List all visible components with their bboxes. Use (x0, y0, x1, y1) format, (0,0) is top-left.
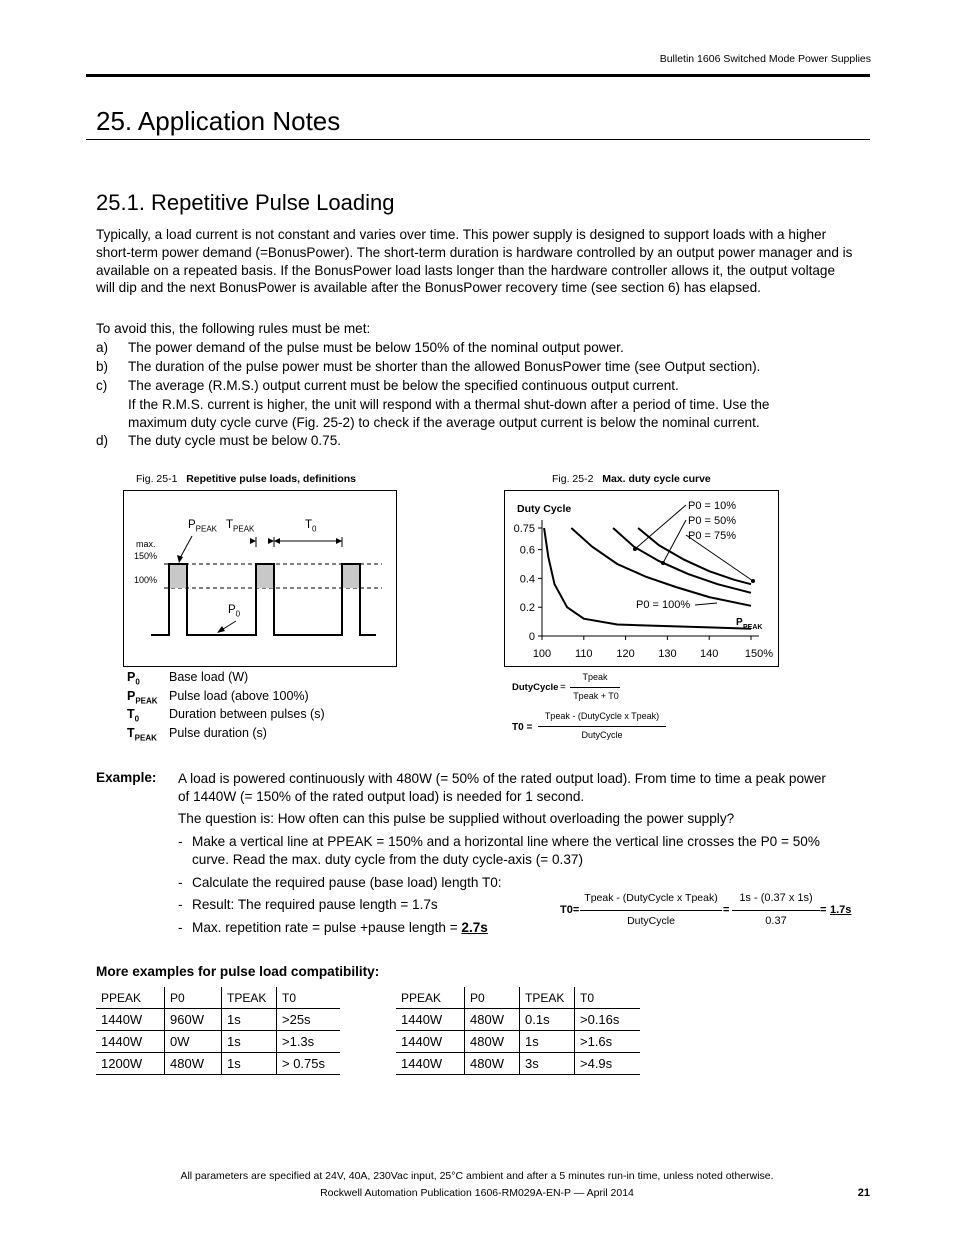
chart-title: Duty Cycle (517, 503, 572, 515)
series-annotation: P0 = 100% (636, 599, 691, 611)
fig1-number: Fig. 25-1 (136, 473, 178, 485)
fig2-title: Max. duty cycle curve (602, 473, 711, 485)
table-cell: 3s (520, 1053, 575, 1075)
table-cell: >4.9s (575, 1053, 641, 1075)
table-cell: 480W (465, 1009, 520, 1031)
table-cell: 960W (165, 1009, 222, 1031)
x-tick-label: 130 (658, 648, 677, 660)
table-cell: 1440W (396, 1009, 465, 1031)
legend-symbol (127, 689, 169, 708)
annotation-leader (663, 520, 686, 563)
bullet-dash: - (178, 834, 183, 849)
bullet-dash: - (178, 897, 183, 912)
legend-sub: PEAK (135, 696, 158, 705)
formula1-eq: = (560, 682, 566, 693)
header-tpeak: TPEAK (520, 987, 575, 1009)
rule-letter: a) (96, 340, 109, 355)
formula-t0 (512, 711, 672, 745)
calc-result: 1.7s (830, 904, 852, 916)
bullet-text: Calculate the required pause (base load) length T0: (192, 875, 502, 890)
tpeak-sub: PEAK (233, 524, 255, 534)
y-tick-label: 0.6 (519, 544, 535, 557)
calc-den2: 0.37 (765, 915, 787, 927)
table-cell: 1200W (96, 1053, 165, 1075)
bulletin-header: Bulletin 1606 Switched Mode Power Supplies (659, 53, 871, 65)
label-100: 100% (134, 575, 158, 585)
fig2-caption (552, 473, 711, 485)
rule-text: The average (R.M.S.) output current must be below the specified continuous output current. (128, 378, 679, 393)
table-cell: 1s (222, 1053, 277, 1075)
rule-letter: b) (96, 359, 109, 374)
bullet-row (178, 833, 838, 869)
page-number: 21 (857, 1187, 870, 1199)
x-axis-label-sub: PEAK (743, 624, 763, 631)
label-tpeak (226, 519, 254, 533)
table-cell: 1s (222, 1009, 277, 1031)
example-p2: The question is: How often can this pulse be supplied without overloading the power supply? (178, 811, 735, 826)
series-annotation: P0 = 10% (688, 500, 737, 512)
label-ppeak (188, 519, 217, 533)
annotation-arrowhead (633, 547, 637, 551)
rule-d (96, 432, 828, 451)
table-row (396, 1009, 640, 1031)
annotation-leader (635, 505, 686, 549)
annotation-arrowhead (751, 579, 755, 583)
example-bullet-4 (178, 919, 548, 937)
example-p1: A load is powered continuously with 480W (= 50% of the rated output load). From time to time a peak power of 1440W (= 150% of the rated output load) is needed for 1 second. (178, 771, 826, 804)
subsection-title: 25.1. Repetitive Pulse Loading (96, 190, 395, 215)
table-cell: 0W (165, 1031, 222, 1053)
table-row (96, 1053, 340, 1075)
legend-row (127, 707, 325, 726)
formula1-num: Tpeak (582, 672, 608, 682)
example-label: Example: (96, 770, 157, 785)
t0-arrowhead-left (274, 538, 280, 544)
header-rule (86, 74, 870, 77)
example-bullet-3 (178, 896, 548, 914)
calc-num1: Tpeak - (DutyCycle x Tpeak) (584, 892, 718, 904)
table-cell: >25s (277, 1009, 341, 1031)
t0-sym: T (305, 519, 313, 531)
legend-sub: PEAK (134, 733, 157, 742)
fig1-title: Repetitive pulse loads, definitions (186, 473, 356, 485)
table-cell: >0.16s (575, 1009, 641, 1031)
fig1-frame (123, 490, 397, 667)
legend-sym: T (127, 707, 135, 721)
fig2-number: Fig. 25-2 (552, 473, 594, 485)
bullet-text: Max. repetition rate = pulse +pause length = (192, 920, 462, 935)
section-title: 25. Application Notes (96, 106, 341, 136)
table-cell: 1440W (396, 1053, 465, 1075)
p0-arrowhead (217, 626, 225, 633)
x-tick-label: 150% (744, 648, 774, 660)
legend-row (127, 726, 325, 745)
pulse-fill-3 (342, 564, 360, 588)
formula1-bar (570, 687, 620, 688)
tpeak-arrowhead-left (250, 538, 256, 544)
formula2-num: Tpeak - (DutyCycle x Tpeak) (544, 711, 660, 721)
rules-intro: To avoid this, the following rules must be met: (96, 321, 371, 336)
table-header-row (96, 987, 340, 1009)
bullet-text: Make a vertical line at PPEAK = 150% and a horizontal line where the vertical line crosses the P0 = 50% curve. Read the max. duty cycle from the duty cycle-axis (= 0.37) (192, 834, 820, 867)
rule-text-2: If the R.M.S. current is higher, the unit will respond with a thermal shut-down after a period of time. Use the maximum duty cycle curve (Fig. 25-2) to check if the average output current is below the nominal current. (128, 396, 770, 430)
formula-dutycycle (512, 672, 632, 706)
formula2-bar (538, 726, 666, 727)
x-tick-label: 100 (532, 648, 552, 660)
legend-row (127, 689, 325, 708)
pulse-fill-1 (169, 564, 187, 588)
example-calculation (560, 890, 860, 934)
header-p0: P0 (165, 987, 222, 1009)
legend-sym: P (127, 688, 136, 703)
rule-text: The duration of the pulse power must be shorter than the allowed BonusPower time (see Output section). (128, 359, 761, 374)
table-cell: 480W (165, 1053, 222, 1075)
rule-letter: c) (96, 378, 108, 393)
y-tick-label: 0 (528, 631, 535, 643)
footer-publication: Rockwell Automation Publication 1606-RM029A-EN-P — April 2014 (320, 1187, 634, 1199)
tpeak-sym: T (226, 519, 234, 531)
annotation-arrowhead (661, 561, 665, 565)
legend-symbol (127, 707, 169, 726)
header-tpeak: TPEAK (222, 987, 277, 1009)
example-bullet-2 (178, 874, 548, 892)
table-cell: 1440W (396, 1031, 465, 1053)
calc-den1: DutyCycle (627, 915, 675, 927)
bullet-dash: - (178, 920, 183, 935)
t0-sub: 0 (312, 524, 317, 534)
x-tick-label: 140 (700, 648, 719, 660)
legend-symbol (127, 726, 169, 745)
ppeak-sub: PEAK (195, 524, 218, 534)
y-tick-label: 0.75 (513, 523, 535, 535)
rule-text: The power demand of the pulse must be below 150% of the nominal output power. (128, 340, 624, 355)
header-t0: T0 (277, 987, 341, 1009)
table-row (396, 1053, 640, 1075)
table-cell: 1s (222, 1031, 277, 1053)
table-header-row (396, 987, 640, 1009)
calc-bar1 (580, 910, 722, 911)
pulse-fill-2 (256, 564, 274, 588)
table-row (396, 1031, 640, 1053)
legend-sub: 0 (135, 677, 140, 687)
x-axis-label: P (736, 617, 743, 628)
intro-paragraph: Typically, a load current is not constant and varies over time. This power supply is designed to support loads with a higher short-term power demand (=BonusPower). The short-term duration is hardware controlled by an output power manager and is available on a repeated basis. If the BonusPower load lasts longer than the hardware controller allows it, the output voltage will dip and the next BonusPower is available after the BonusPower recovery time (see section 6) has elapsed. (96, 227, 853, 296)
header-ppeak: PPEAK (396, 987, 465, 1009)
table-cell: >1.6s (575, 1031, 641, 1053)
table-cell: >1.3s (277, 1031, 341, 1053)
examples-table-1 (96, 987, 340, 1075)
calc-eq1: = (723, 904, 730, 916)
table-row (96, 1031, 340, 1053)
legend-sub: 0 (134, 714, 140, 724)
rule-c (96, 377, 828, 433)
annotation-leader (695, 603, 717, 605)
legend-desc: Pulse duration (s) (169, 725, 267, 740)
y-tick-label: 0.2 (519, 602, 535, 615)
fig2-frame (504, 490, 779, 667)
label-max: max. (136, 539, 156, 549)
legend-row (127, 670, 325, 689)
ppeak-arrowhead (177, 555, 183, 563)
legend-desc: Base load (W) (169, 670, 249, 684)
table-cell: 1s (520, 1031, 575, 1053)
examples-table-2 (396, 987, 640, 1075)
table-row (96, 1009, 340, 1031)
footer-note: All parameters are specified at 24V, 40A, 230Vac input, 25°C ambient and after a 5 minutes run-in time, unless noted otherwise. (180, 1170, 774, 1182)
calc-lhs: T0= (560, 904, 580, 916)
calc-bar2 (732, 910, 820, 911)
table-cell: > 0.75s (277, 1053, 341, 1075)
legend-desc: Pulse load (above 100%) (169, 688, 309, 703)
x-tick-label: 110 (575, 648, 593, 660)
table-cell: 480W (465, 1053, 520, 1075)
series-annotation: P0 = 50% (688, 515, 737, 527)
header-t0: T0 (575, 987, 641, 1009)
p0-sub: 0 (235, 609, 241, 619)
rule-letter: d) (96, 433, 109, 448)
table-cell: 480W (465, 1031, 520, 1053)
header-ppeak: PPEAK (96, 987, 165, 1009)
example-bullet-1 (178, 833, 838, 869)
rule-c-body (128, 377, 828, 433)
rule-b (96, 358, 828, 377)
fig1-caption (136, 473, 356, 485)
calc-eq2: = (820, 904, 827, 916)
formula1-den: Tpeak + T0 (573, 691, 619, 701)
rule-text: The duty cycle must be below 0.75. (128, 433, 342, 448)
table-cell: 0.1s (520, 1009, 575, 1031)
legend-desc: Duration between pulses (s) (169, 707, 325, 721)
duty-cycle-chart (505, 491, 778, 666)
legend-sym: P (127, 670, 136, 684)
fig1-legend (127, 670, 325, 744)
ppeak-sym: P (188, 519, 196, 531)
formula2-den: DutyCycle (581, 730, 623, 740)
tpeak-arrowhead-right (268, 538, 274, 544)
formula1-lhs: DutyCycle (512, 682, 559, 693)
repetition-result: 2.7s (461, 920, 488, 935)
pulse-diagram (124, 491, 396, 666)
header-p0: P0 (465, 987, 520, 1009)
rule-a (96, 339, 828, 358)
y-tick-label: 0.4 (519, 573, 535, 586)
table-cell: 1440W (96, 1009, 165, 1031)
p0-sym: P (228, 604, 236, 616)
t0-arrowhead-right (336, 538, 342, 544)
label-150: 150% (134, 551, 158, 561)
label-p0 (228, 604, 240, 618)
x-tick-label: 120 (616, 648, 635, 660)
bullet-text: Result: The required pause length = 1.7s (192, 897, 438, 912)
calc-num2: 1s - (0.37 x 1s) (739, 892, 813, 904)
formula2-lhs: T0 = (512, 722, 533, 733)
series-annotation: P0 = 75% (688, 530, 737, 542)
section-rule (86, 139, 870, 140)
legend-sym: T (127, 725, 135, 740)
legend-symbol (127, 670, 169, 689)
table-cell: 1440W (96, 1031, 165, 1053)
label-t0 (305, 519, 316, 533)
more-examples-title: More examples for pulse load compatibility: (96, 964, 380, 979)
bullet-dash: - (178, 875, 183, 890)
